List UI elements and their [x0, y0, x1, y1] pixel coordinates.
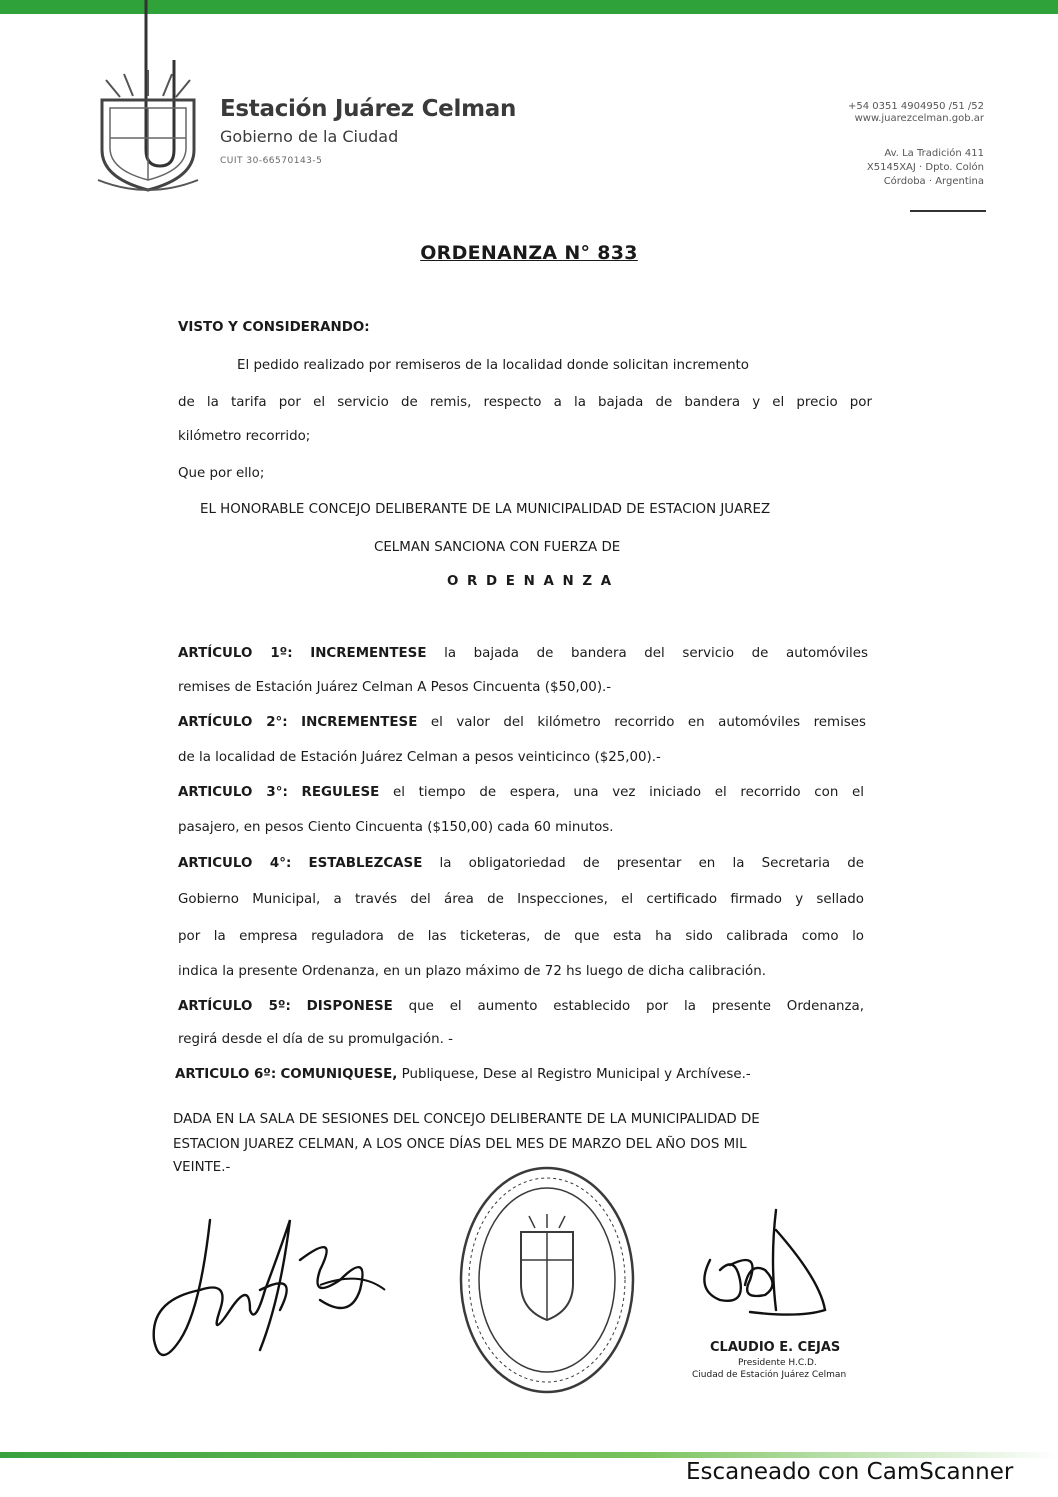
article-text: Publiquese, Dese al Registro Municipal y Archívese.- — [401, 1067, 751, 1082]
article-4 — [178, 856, 864, 872]
enactment-line: CELMAN SANCIONA CON FUERZA DE — [374, 540, 621, 555]
article-text: la bajada de bandera del servicio de automóviles — [444, 646, 868, 661]
article-label: ARTICULO 4°: — [178, 856, 292, 871]
article-line: por la empresa reguladora de las ticketeras, de que esta ha sido calibrada como lo — [178, 929, 864, 944]
article-text: el tiempo de espera, una vez iniciado el recorrido con el — [393, 785, 864, 800]
article-text: la obligatoriedad de presentar en la Secretaria de — [439, 856, 864, 871]
article-label: ARTÍCULO 5º: — [178, 999, 291, 1014]
article-line: pasajero, en pesos Ciento Cincuenta ($150,00) cada 60 minutos. — [178, 820, 614, 835]
article-text: que el aumento establecido por la presente Ordenanza, — [408, 999, 865, 1014]
article-verb: REGULESE — [301, 785, 380, 800]
paragraph-line: de la tarifa por el servicio de remis, respecto a la bajada de bandera y el precio por — [178, 395, 872, 410]
article-label: ARTICULO 3°: — [178, 785, 288, 800]
article-label: ARTÍCULO 1º: — [178, 646, 293, 661]
closing-line: VEINTE.- — [173, 1160, 231, 1175]
section-heading: VISTO Y CONSIDERANDO: — [178, 320, 370, 335]
enactment-heading: O R D E N A N Z A — [447, 574, 614, 589]
municipality-subtitle: Gobierno de la Ciudad — [220, 127, 399, 146]
signatory-name: CLAUDIO E. CEJAS — [710, 1340, 841, 1355]
header-rule — [910, 210, 986, 212]
article-line: Gobierno Municipal, a través del área de Inspecciones, el certificado firmado y sellado — [178, 892, 864, 907]
enactment-line: EL HONORABLE CONCEJO DELIBERANTE DE LA MUNICIPALIDAD DE ESTACION JUAREZ — [200, 502, 771, 517]
article-verb: ESTABLEZCASE — [308, 856, 423, 871]
article-line: remises de Estación Juárez Celman A Pesos Cincuenta ($50,00).- — [178, 680, 612, 695]
article-2 — [178, 715, 866, 731]
signatory-role: Presidente H.C.D. — [738, 1358, 817, 1368]
municipality-cuit: CUIT 30-66570143-5 — [220, 156, 323, 166]
article-6 — [175, 1067, 751, 1083]
handwritten-signature-right — [690, 1200, 840, 1330]
article-5 — [178, 999, 864, 1015]
municipality-name: Estación Juárez Celman — [220, 96, 517, 122]
article-line: indica la presente Ordenanza, en un plazo máximo de 72 hs luego de dicha calibración. — [178, 964, 766, 979]
municipal-coat-of-arms-icon — [88, 0, 208, 200]
camscanner-watermark: Escaneado con CamScanner — [686, 1459, 1014, 1485]
article-verb: DISPONESE — [306, 999, 393, 1014]
article-line: regirá desde el día de su promulgación. - — [178, 1032, 453, 1047]
paragraph-line: Que por ello; — [178, 466, 265, 481]
address-line: Av. La Tradición 411 — [884, 148, 984, 159]
article-1 — [178, 646, 868, 662]
signatory-town: Ciudad de Estación Juárez Celman — [692, 1370, 847, 1380]
closing-line: ESTACION JUAREZ CELMAN, A LOS ONCE DÍAS DEL MES DE MARZO DEL AÑO DOS MIL — [173, 1137, 747, 1152]
contact-phone: +54 0351 4904950 /51 /52 — [848, 101, 984, 112]
article-verb: COMUNIQUESE, — [280, 1067, 398, 1082]
contact-website[interactable]: www.juarezcelman.gob.ar — [854, 113, 984, 124]
paragraph-line: kilómetro recorrido; — [178, 429, 311, 444]
article-label: ARTÍCULO 2°: — [178, 715, 288, 730]
article-verb: INCREMENTESE — [301, 715, 418, 730]
address-line: X5145XAJ · Dpto. Colón — [866, 162, 984, 173]
article-label: ARTICULO 6º: — [175, 1067, 277, 1082]
article-line: de la localidad de Estación Juárez Celman a pesos veinticinco ($25,00).- — [178, 750, 661, 765]
closing-line: DADA EN LA SALA DE SESIONES DEL CONCEJO DELIBERANTE DE LA MUNICIPALIDAD DE — [173, 1112, 760, 1127]
article-verb: INCREMENTESE — [310, 646, 427, 661]
paragraph-line: El pedido realizado por remiseros de la localidad donde solicitan incremento — [237, 358, 750, 373]
address-line: Córdoba · Argentina — [883, 176, 984, 187]
article-3 — [178, 785, 864, 801]
bottom-green-line — [0, 1452, 1058, 1458]
document-title: ORDENANZA N° 833 — [420, 242, 638, 264]
handwritten-signature-left — [140, 1190, 400, 1380]
official-seal-stamp — [455, 1160, 640, 1400]
article-text: el valor del kilómetro recorrido en automóviles remises — [430, 715, 866, 730]
